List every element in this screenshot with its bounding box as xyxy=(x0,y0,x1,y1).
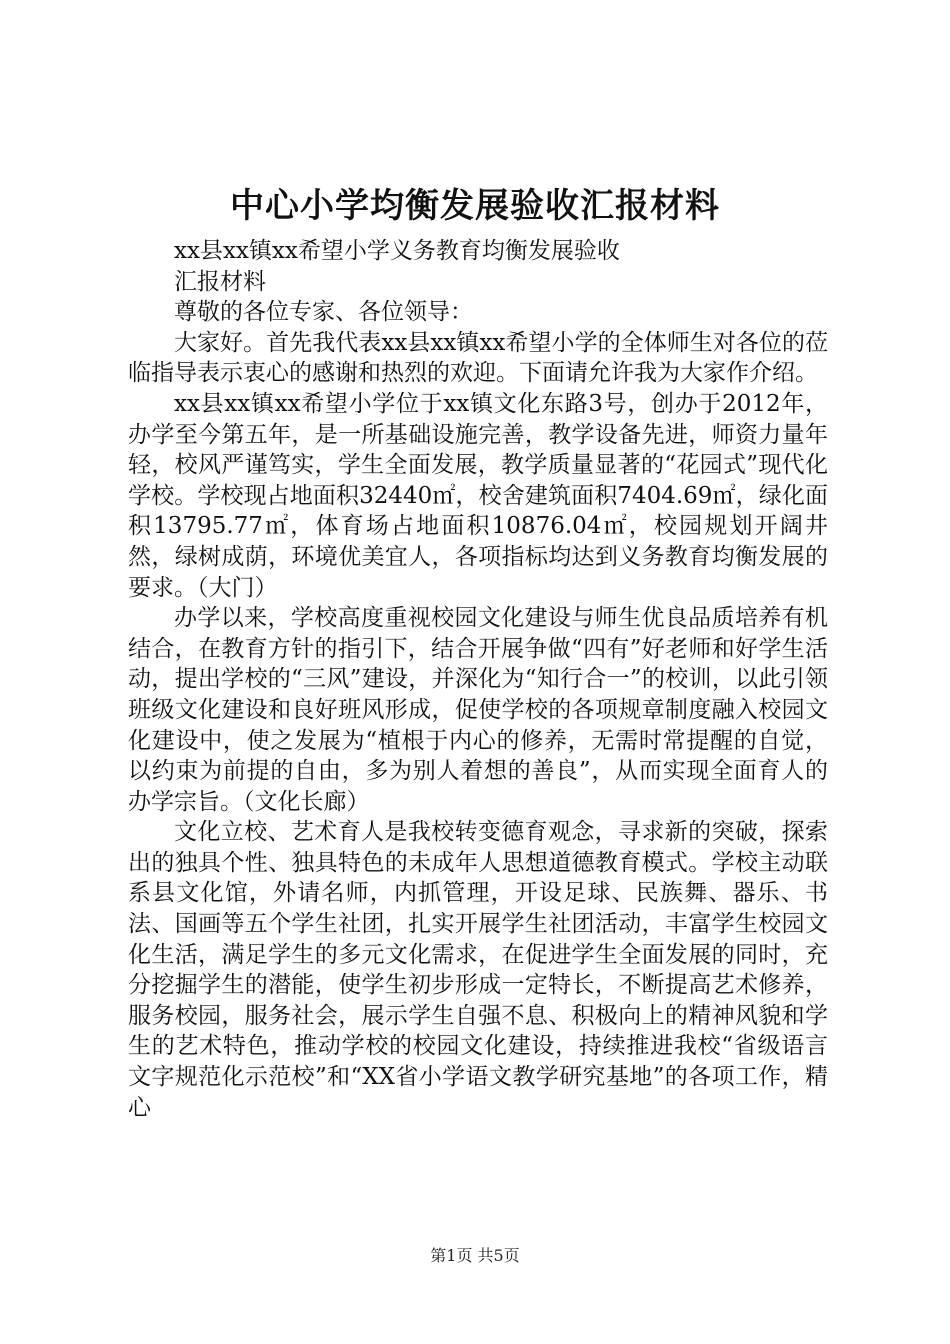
paragraph-4: 文化立校、艺术育人是我校转变德育观念，寻求新的突破，探索出的独具个性、独具特色的未成年人思想道德教育模式。学校主动联系县文化馆，外请名师，内抓管理，开设足球、民族舞、器乐、书法、国画等五个学生社团，扎实开展学生社团活动，丰富学生校园文化生活，满足学生的多元文化需求，在促进学生全面发展的同时，充分挖掘学生的潜能，使学生初步形成一定特长，不断提高艺术修养，服务校园，服务社会，展示学生自强不息、积极向上的精神风貌和学生的艺术特色，推动学校的校园文化建设，持续推进我校“省级语言文字规范化示范校”和“XX省小学语文教学研究基地”的各项工作，精心 xyxy=(128,819,828,1121)
page-indicator: 第1页 共5页 xyxy=(430,1246,520,1265)
subtitle-line-2: 汇报材料 xyxy=(174,268,266,295)
salutation: 尊敬的各位专家、各位领导： xyxy=(174,299,473,326)
paragraph-3: 办学以来，学校高度重视校园文化建设与师生优良品质培养有机结合，在教育方针的指引下，结合开展争做“四有”好老师和好学生活动，提出学校的“三风”建设，并深化为“知行合一”的校训，以此引领班级文化建设和良好班风形成，促使学校的各项规章制度融入校园文化建设中，使之发展为“植根于内心的修养，无需时常提醒的自觉，以约束为前提的自由，多为别人着想的善良”，从而实现全面育人的办学宗旨。（文化长廊） xyxy=(128,605,828,815)
paragraph-1: 大家好。首先我代表xx县xx镇xx希望小学的全体师生对各位的莅临指导表示衷心的感谢和热烈的欢迎。下面请允许我为大家作介绍。 xyxy=(128,329,828,387)
paragraph-2: xx县xx镇xx希望小学位于xx镇文化东路3号，创办于2012年，办学至今第五年，是一所基础设施完善，教学设备先进，师资力量年轻，校风严谨笃实，学生全面发展，教学质量显著的“花园式”现代化学校。学校现占地面积32440㎡，校舍建筑面积7404.69㎡，绿化面积13795.77㎡，体育场占地面积10876.04㎡，校园规划开阔井然，绿树成荫，环境优美宜人，各项指标均达到义务教育均衡发展的要求。（大门） xyxy=(128,390,828,601)
page-footer xyxy=(0,1243,950,1266)
subtitle-line-1: xx县xx镇xx希望小学义务教育均衡发展验收 xyxy=(174,238,620,264)
document-body xyxy=(128,236,828,1123)
document-title: 中心小学均衡发展验收汇报材料 xyxy=(230,186,720,226)
